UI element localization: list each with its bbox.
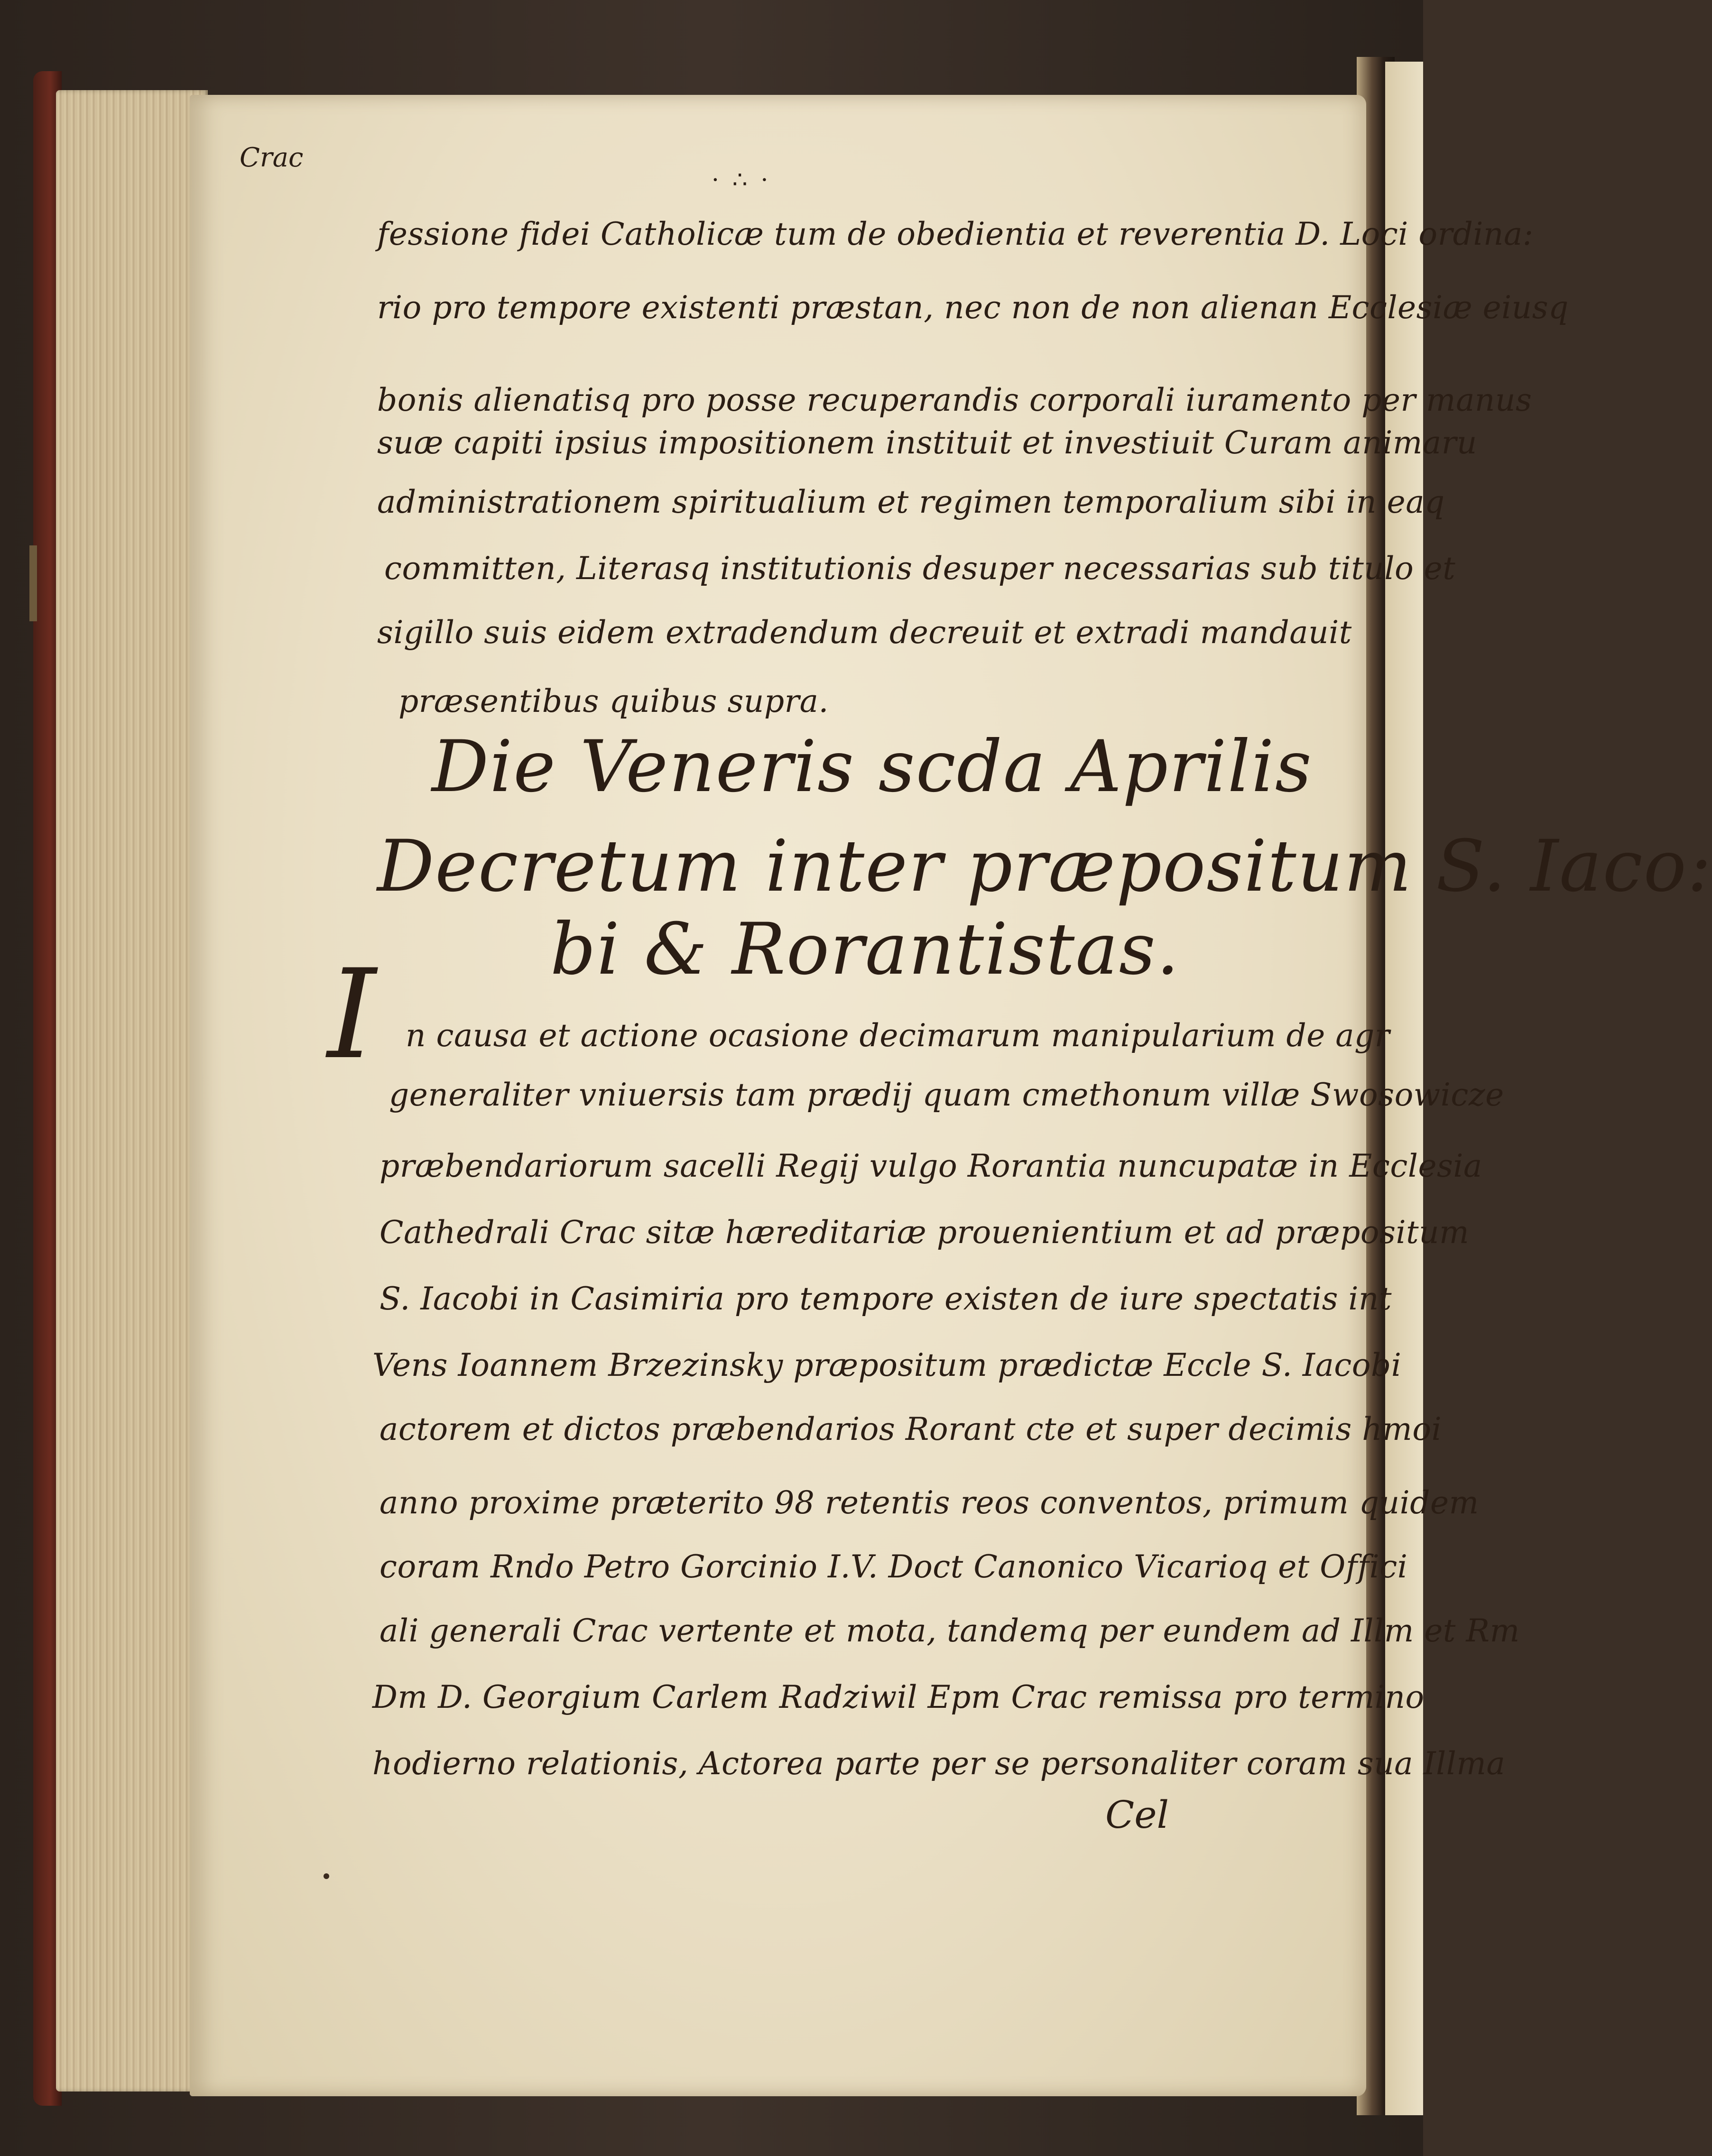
text-line: coram Rndo Petro Gorcinio I.V. Doct Canonico Vicarioq et Offici — [379, 1548, 1408, 1585]
text-line: ali generali Crac vertente et mota, tandemq per eundem ad Illm et Rm — [379, 1612, 1520, 1649]
text-line: hodierno relationis, Actorea parte per se personaliter coram sua Illma — [372, 1745, 1506, 1782]
text-line: bonis alienatisq pro posse recuperandis corporali iuramento per manus — [377, 382, 1532, 418]
text-line: administrationem spiritualium et regimen temporalium sibi in eaq — [377, 484, 1445, 520]
text-line: sigillo suis eidem extradendum decreuit et extradi mandauit — [377, 614, 1352, 651]
bookmark-tab — [29, 545, 37, 621]
text-line: actorem et dictos præbendarios Rorant cte et super decimis hmoi — [379, 1411, 1442, 1447]
ornamental-dots: · ∴ · — [712, 166, 771, 193]
text-line: suæ capiti ipsius impositionem instituit et investiuit Curam animaru — [377, 424, 1477, 461]
page-stack-edges — [56, 90, 208, 2092]
corner-mark: Crac — [240, 142, 304, 173]
text-line: committen, Literasq institutionis desuper necessarias sub titulo et — [384, 550, 1456, 587]
heading-date: Die Veneris scda Aprilis — [432, 726, 1313, 808]
text-line: Vens Ioannem Brzezinsky præpositum prædictæ Eccle S. Iacobi — [372, 1347, 1402, 1383]
text-line: præsentibus quibus supra. — [398, 683, 829, 719]
text-line: rio pro tempore existenti præstan, nec non de non alienan Ecclesiæ eiusq — [377, 289, 1569, 326]
text-line: Cathedrali Crac sitæ hæreditariæ prouenientium et ad præpositum — [379, 1214, 1470, 1251]
ink-dot — [324, 1873, 329, 1879]
text-line: anno proxime præterito 98 retentis reos conventos, primum quidem — [379, 1484, 1479, 1521]
text-line: Dm D. Georgium Carlem Radziwil Epm Crac remissa pro termino — [372, 1679, 1425, 1715]
heading-decree: Decretum inter præpositum S. Iaco: — [377, 825, 1712, 908]
text-line: præbendariorum sacelli Regij vulgo Rorantia nuncupatæ in Ecclesia — [379, 1148, 1482, 1184]
heading-parties: bi & Rorantistas. — [550, 908, 1180, 991]
decorated-initial: I — [327, 943, 376, 1087]
text-line: S. Iacobi in Casimiria pro tempore existen de iure spectatis int — [379, 1281, 1392, 1317]
catchword: Cel — [1105, 1793, 1169, 1837]
text-line: fessione fidei Catholicæ tum de obedientia et reverentia D. Loci ordina: — [377, 216, 1534, 252]
text-line: generaliter vniuersis tam prædij quam cmethonum villæ Swosowicze — [389, 1077, 1504, 1113]
text-line: n causa et actione ocasione decimarum manipularium de agr — [406, 1017, 1390, 1054]
